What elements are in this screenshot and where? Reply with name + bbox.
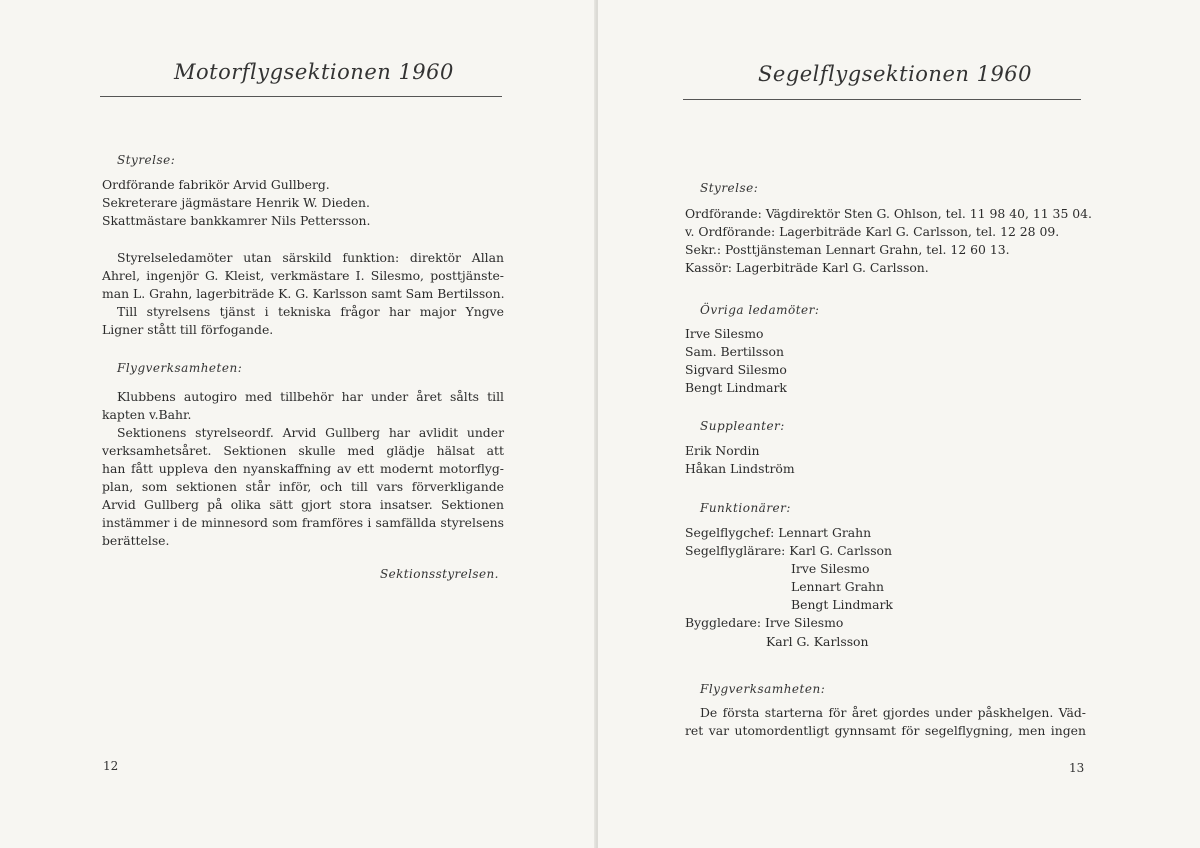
right-page-title: Segelflygsektionen 1960 — [758, 62, 1033, 86]
left-title-rule — [100, 96, 502, 97]
left-styrelse-line: Ordförande fabrikör Arvid Gullberg. — [102, 177, 330, 192]
right-paragraph-line: ret var utomordentligt gynnsamt för segelflygning, men ingen — [685, 723, 1086, 738]
funktionar-line: Segelflygchef: Lennart Grahn — [685, 525, 872, 540]
funktionar-line: Byggledare: Irve Silesmo — [685, 615, 844, 630]
ovriga-label: Övriga ledamöter: — [700, 303, 820, 317]
funktionarer-label: Funktionärer: — [700, 501, 791, 515]
left-styrelse-line: Skattmästare bankkamrer Nils Pettersson. — [102, 213, 371, 228]
left-paragraph-line: kapten v.Bahr. — [102, 407, 192, 422]
left-page — [0, 0, 596, 848]
right-page — [598, 0, 1200, 848]
right-title-rule — [683, 99, 1081, 100]
signature: Sektionsstyrelsen. — [380, 567, 499, 581]
left-paragraph-line: Sektionens styrelseordf. Arvid Gullberg har avlidit under — [117, 425, 504, 440]
suppleanter-line: Erik Nordin — [685, 443, 760, 458]
right-flyg-label: Flygverksamheten: — [700, 682, 826, 696]
right-page-number: 13 — [1069, 761, 1085, 775]
ovriga-line: Bengt Lindmark — [685, 380, 787, 395]
suppleanter-label: Suppleanter: — [700, 419, 785, 433]
left-styrelse-line: Sekreterare jägmästare Henrik W. Dieden. — [102, 195, 370, 210]
left-flyg-label: Flygverksamheten: — [117, 361, 243, 375]
ovriga-line: Irve Silesmo — [685, 326, 764, 341]
ovriga-line: Sam. Bertilsson — [685, 344, 784, 359]
left-styrelse-label: Styrelse: — [117, 153, 176, 167]
funktionar-line: Bengt Lindmark — [791, 597, 893, 612]
right-styrelse-label: Styrelse: — [700, 181, 759, 195]
left-paragraph-line: Till styrelsens tjänst i tekniska frågor har major Yngve — [117, 304, 504, 319]
left-paragraph-line: verksamhetsåret. Sektionen skulle med glädje hälsat att — [102, 443, 504, 458]
right-styrelse-line: Kassör: Lagerbiträde Karl G. Carlsson. — [685, 260, 929, 275]
suppleanter-line: Håkan Lindström — [685, 461, 795, 476]
funktionar-line: Irve Silesmo — [791, 561, 870, 576]
left-paragraph-line: instämmer i de minnesord som framföres i samfällda styrelsens — [102, 515, 504, 530]
left-paragraph-line: Arvid Gullberg på olika sätt gjort stora insatser. Sektionen — [102, 497, 504, 512]
left-paragraph-line: Klubbens autogiro med tillbehör har under året sålts till — [117, 389, 504, 404]
funktionar-line: Lennart Grahn — [791, 579, 884, 594]
left-page-number: 12 — [103, 759, 119, 773]
left-paragraph-line: man L. Grahn, lagerbiträde K. G. Karlsson samt Sam Bertilsson. — [102, 286, 505, 301]
left-paragraph-line: Ahrel, ingenjör G. Kleist, verkmästare I. Silesmo, posttjänste- — [102, 268, 504, 283]
left-page-title: Motorflygsektionen 1960 — [174, 60, 454, 84]
ovriga-line: Sigvard Silesmo — [685, 362, 787, 377]
funktionar-line: Segelflyglärare: Karl G. Carlsson — [685, 543, 892, 558]
left-paragraph-line: Styrelseledamöter utan särskild funktion: direktör Allan — [117, 250, 504, 265]
funktionar-line: Karl G. Karlsson — [766, 634, 869, 649]
right-styrelse-line: Ordförande: Vägdirektör Sten G. Ohlson, tel. 11 98 40, 11 35 04. — [685, 206, 1092, 221]
right-paragraph-line: De första starterna för året gjordes under påskhelgen. Väd- — [700, 705, 1086, 720]
left-paragraph-line: berättelse. — [102, 533, 170, 548]
right-styrelse-line: v. Ordförande: Lagerbiträde Karl G. Carlsson, tel. 12 28 09. — [685, 224, 1060, 239]
right-styrelse-line: Sekr.: Posttjänsteman Lennart Grahn, tel. 12 60 13. — [685, 242, 1010, 257]
left-paragraph-line: Ligner stått till förfogande. — [102, 322, 274, 337]
left-paragraph-line: han fått uppleva den nyanskaffning av ett modernt motorflyg- — [102, 461, 504, 476]
left-paragraph-line: plan, som sektionen står inför, och till vars förverkligande — [102, 479, 504, 494]
